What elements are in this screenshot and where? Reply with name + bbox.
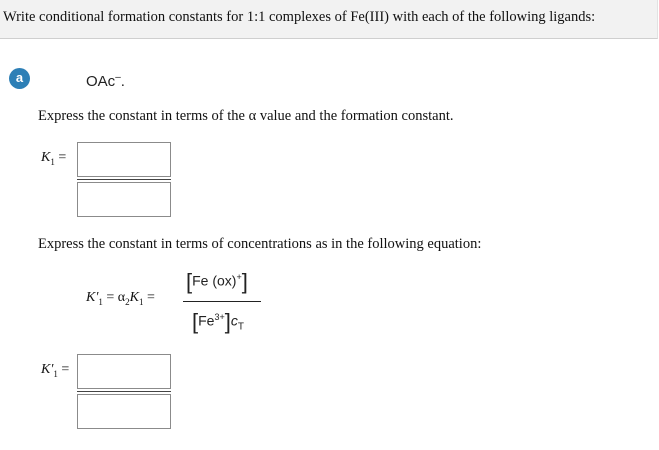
instruction-concentrations: Express the constant in terms of concentrations as in the following equation: <box>38 236 482 252</box>
k1-symbol: K <box>41 150 51 165</box>
ligand-formula: OAc <box>86 73 116 90</box>
eq-alpha-sub: 2 <box>125 296 130 307</box>
k1-label <box>41 150 66 167</box>
eq-k: K <box>129 290 139 305</box>
example-equation-fraction-bar <box>183 301 261 302</box>
k1prime-fraction-bar <box>77 391 171 392</box>
instruction-alpha: Express the constant in terms of the α value and the formation constant. <box>38 108 454 124</box>
k1prime-denominator-input[interactable] <box>77 394 171 429</box>
k1-fraction-bar <box>77 179 171 180</box>
ligand-period: . <box>120 73 125 90</box>
k1-subscript: 1 <box>50 156 55 167</box>
example-equation-denominator: $[Fe^{3+}]c_T$ <box>192 309 244 334</box>
eq-kprime-sub: 1 <box>98 296 103 307</box>
k1prime-subscript: 1 <box>53 368 58 379</box>
eq-den-charge: 3+ <box>214 312 225 323</box>
eq-equals: = <box>143 290 155 305</box>
example-equation-numerator: [Fe (ox)+] <box>186 269 248 294</box>
k1prime-label <box>41 362 69 379</box>
eq-num-charge: + <box>236 272 242 283</box>
example-equation-lhs <box>86 290 155 307</box>
k1-denominator-input[interactable] <box>77 182 171 217</box>
ligand-charge: – <box>115 72 121 83</box>
part-a-badge: a <box>9 68 30 89</box>
eq-alpha: = α <box>102 290 126 305</box>
eq-den-t: T <box>237 321 244 333</box>
k1prime-equals: = <box>57 362 70 377</box>
eq-num-species: Fe (ox) <box>192 272 237 289</box>
eq-den-species: Fe <box>198 312 215 329</box>
eq-den-c: c <box>230 312 238 329</box>
k1-equals: = <box>54 150 67 165</box>
k1-numerator-input[interactable] <box>77 142 171 177</box>
k1prime-symbol: K′ <box>41 362 54 377</box>
k1prime-numerator-input[interactable] <box>77 354 171 389</box>
question-prompt: Write conditional formation constants for 1:1 complexes of Fe(III) with each of the following ligands: <box>3 9 596 25</box>
eq-k-sub: 1 <box>138 296 144 307</box>
ligand-label <box>86 72 125 90</box>
eq-kprime: K′ <box>86 290 99 305</box>
question-header <box>0 0 658 39</box>
